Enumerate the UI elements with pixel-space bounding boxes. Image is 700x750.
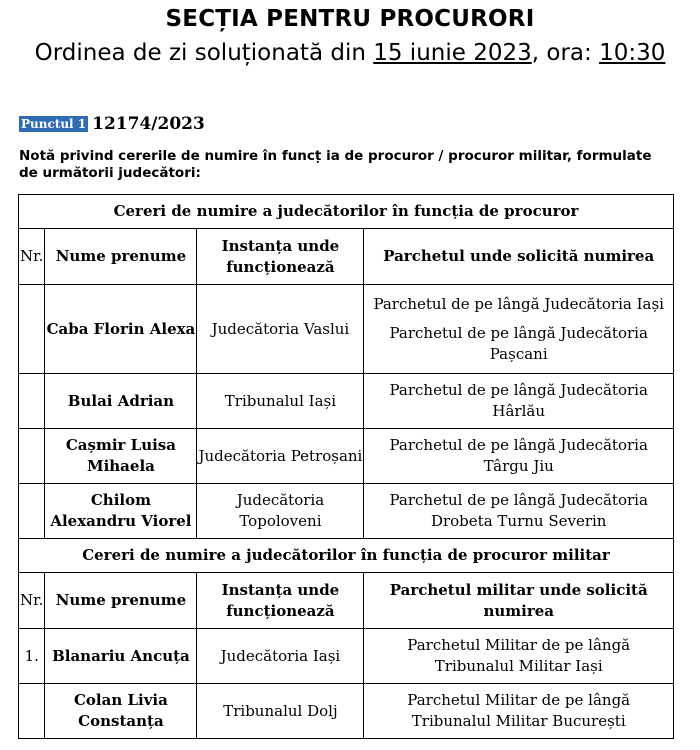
row-court: Tribunalul Dolj — [197, 684, 364, 739]
point-badge: Punctul 1 — [21, 117, 87, 131]
row-court: Judecătoria Iași — [197, 629, 364, 684]
row-office: Parchetul de pe lângă Judecătoria Târgu Jiu — [364, 429, 674, 484]
row-name: Colan Livia Constanța — [45, 684, 197, 739]
session-time: 10:30 — [599, 40, 666, 66]
col-header-court: Instanța unde funcționează — [197, 229, 364, 285]
section-title-military-prosecutor: Cereri de numire a judecătorilor în funcția de procuror militar — [19, 539, 674, 573]
subtitle-mid: , ora: — [531, 40, 600, 66]
row-court: Judecătoria Vaslui — [197, 285, 364, 374]
row-nr — [19, 684, 45, 739]
table-row — [19, 429, 674, 484]
note-text: Notă privind cererile de numire în funcț ia de procuror / procuror militar, formulate de următorii judecători: — [19, 148, 652, 181]
row-office: Parchetul de pe lângă Judecătoria Drobeta Turnu Severin — [364, 484, 674, 539]
row-office: Parchetul Militar de pe lângă Tribunalul Militar Iași — [364, 629, 674, 684]
row-office: Parchetul de pe lângă Judecătoria Hârlău — [364, 374, 674, 429]
row-nr — [19, 429, 45, 484]
row-nr — [19, 285, 45, 374]
col-header-nr: Nr. — [19, 573, 45, 629]
row-name: Chilom Alexandru Viorel — [45, 484, 197, 539]
section-title-prosecutor: Cereri de numire a judecătorilor în funcția de procuror — [19, 195, 674, 229]
row-nr: 1. — [19, 629, 45, 684]
page-title: SECȚIA PENTRU PROCURORI — [165, 6, 535, 32]
page-subtitle — [0, 40, 700, 66]
row-court: Judecătoria Topoloveni — [197, 484, 364, 539]
agenda-point — [19, 114, 205, 134]
col-header-office: Parchetul militar unde solicită numirea — [364, 573, 674, 629]
office-option-1: Parchetul de pe lângă Judecătoria Iași — [373, 294, 664, 313]
table-row — [19, 374, 674, 429]
row-court: Judecătoria Petroșani — [197, 429, 364, 484]
office-option-2: Parchetul de pe lângă Judecătoria Pașcani — [389, 323, 648, 363]
table-row — [19, 629, 674, 684]
appointments-table — [18, 194, 674, 739]
row-office — [364, 285, 674, 374]
col-header-name: Nume prenume — [45, 573, 197, 629]
table-row — [19, 285, 674, 374]
row-name: Blanariu Ancuța — [45, 629, 197, 684]
col-header-nr: Nr. — [19, 229, 45, 285]
row-nr — [19, 484, 45, 539]
table-row — [19, 684, 674, 739]
point-number: 12174/2023 — [92, 114, 205, 134]
row-name: Bulai Adrian — [45, 374, 197, 429]
row-name: Cașmir Luisa Mihaela — [45, 429, 197, 484]
row-office: Parchetul Militar de pe lângă Tribunalul Militar București — [364, 684, 674, 739]
row-court: Tribunalul Iași — [197, 374, 364, 429]
col-header-office: Parchetul unde solicită numirea — [364, 229, 674, 285]
col-header-name: Nume prenume — [45, 229, 197, 285]
subtitle-prefix: Ordinea de zi soluționată din — [34, 40, 374, 66]
col-header-court: Instanța unde funcționează — [197, 573, 364, 629]
session-date: 15 iunie 2023 — [373, 40, 532, 66]
row-nr — [19, 374, 45, 429]
row-name: Caba Florin Alexa — [45, 285, 197, 374]
table-row — [19, 484, 674, 539]
